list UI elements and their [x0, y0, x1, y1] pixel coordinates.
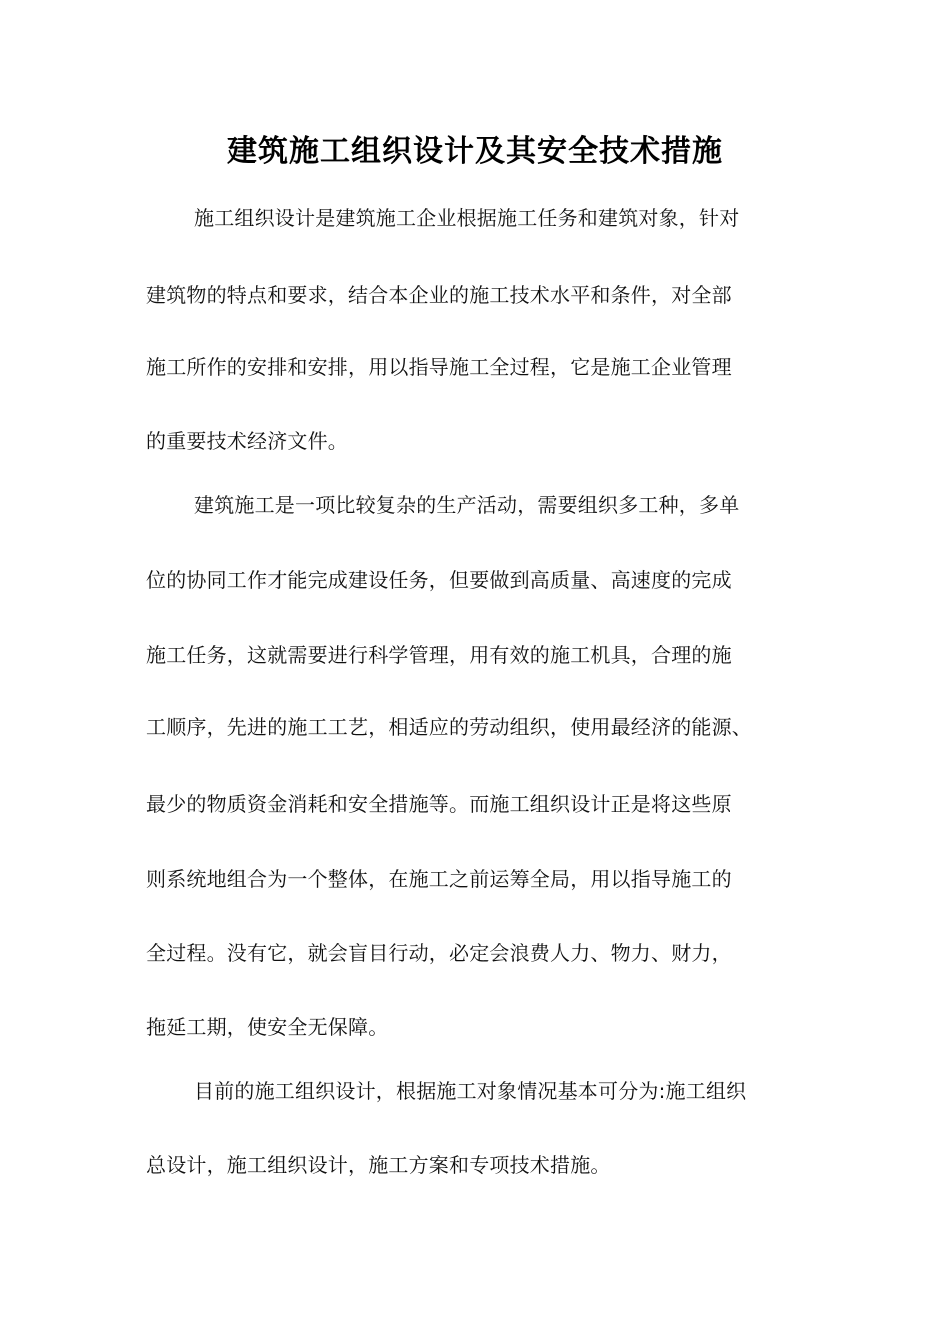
paragraph-3-line-2: 总设计，施工组织设计，施工方案和专项技术措施。 [146, 1153, 611, 1177]
paragraph-2-line-1: 建筑施工是一项比较复杂的生产活动，需要组织多工种，多单 [194, 493, 740, 517]
paragraph-1-line-2: 建筑物的特点和要求，结合本企业的施工技术水平和条件，对全部 [146, 283, 732, 307]
paragraph-3-line-1: 目前的施工组织设计，根据施工对象情况基本可分为:施工组织 [194, 1079, 747, 1103]
paragraph-1-line-3: 施工所作的安排和安排，用以指导施工全过程，它是施工企业管理 [146, 355, 732, 379]
paragraph-2-line-6: 则系统地组合为一个整体，在施工之前运筹全局，用以指导施工的 [146, 867, 732, 891]
paragraph-1-line-1: 施工组织设计是建筑施工企业根据施工任务和建筑对象，针对 [194, 206, 740, 230]
paragraph-2-line-4: 工顺序，先进的施工工艺，相适应的劳动组织，使用最经济的能源、 [146, 715, 752, 739]
paragraph-2-line-5: 最少的物质资金消耗和安全措施等。而施工组织设计正是将这些原 [146, 792, 732, 816]
document-title: 建筑施工组织设计及其安全技术措施 [227, 134, 723, 169]
paragraph-2-line-7: 全过程。没有它，就会盲目行动，必定会浪费人力、物力、财力， [146, 941, 732, 965]
paragraph-2-line-3: 施工任务，这就需要进行科学管理，用有效的施工机具，合理的施 [146, 643, 732, 667]
paragraph-2-line-2: 位的协同工作才能完成建设任务，但要做到高质量、高速度的完成 [146, 568, 732, 592]
paragraph-1-line-4: 的重要技术经济文件。 [146, 429, 348, 453]
paragraph-2-line-8: 拖延工期，使安全无保障。 [146, 1015, 389, 1039]
